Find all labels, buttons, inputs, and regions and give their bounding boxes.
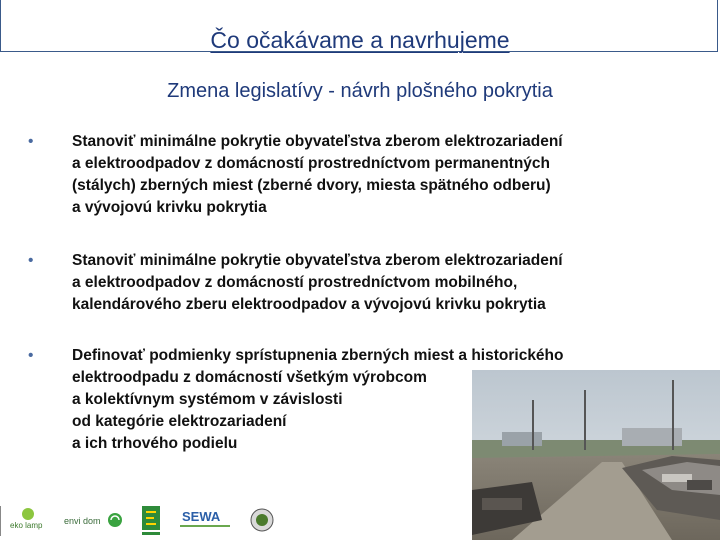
envidom-logo: envi dom: [64, 516, 101, 526]
bullet-marker: •: [28, 252, 34, 269]
slide-title: Čo očakávame a navrhujeme: [210, 27, 510, 53]
bullet-line: a elektroodpadov z domácností prostredníctvom mobilného,: [72, 274, 518, 291]
bullet-marker: •: [28, 347, 34, 364]
logos-graphic: [0, 492, 472, 540]
bullet-line: (stálych) zberných miest (zberné dvory, miesta spätného odberu): [72, 177, 551, 194]
ekolamp-logo: eko lamp: [10, 521, 43, 530]
logo-strip: [0, 492, 472, 540]
slide-subtitle: Zmena legislatívy - návrh plošného pokrytia: [167, 80, 553, 102]
collection-yard-photo: [472, 370, 720, 540]
bullet-line: Stanoviť minimálne pokrytie obyvateľstva zberom elektrozariadení: [72, 133, 563, 150]
bullet-line: Definovať podmienky sprístupnenia zberných miest a historického: [72, 347, 564, 364]
bullet-line: a vývojovú krivku pokrytia: [72, 199, 267, 216]
bullet-line: elektroodpadu z domácností všetkým výrobcom: [72, 369, 427, 386]
bullet-line: a kolektívnym systémom v závislosti: [72, 391, 343, 408]
bullet-marker: •: [28, 133, 34, 150]
bullet-line: od kategórie elektrozariadení: [72, 413, 287, 430]
bullet-item-1: [28, 131, 563, 219]
bullet-line: a elektroodpadov z domácností prostredníctvom permanentných: [72, 155, 551, 172]
bullet-line: kalendárového zberu elektroodpadov a vývojovú krivku pokrytia: [72, 296, 546, 313]
bullet-line: a ich trhového podielu: [72, 435, 238, 452]
bullet-item-2: [28, 250, 563, 316]
sewa-logo: SEWA: [182, 509, 221, 524]
bullet-line: Stanoviť minimálne pokrytie obyvateľstva zberom elektrozariadení: [72, 252, 563, 269]
